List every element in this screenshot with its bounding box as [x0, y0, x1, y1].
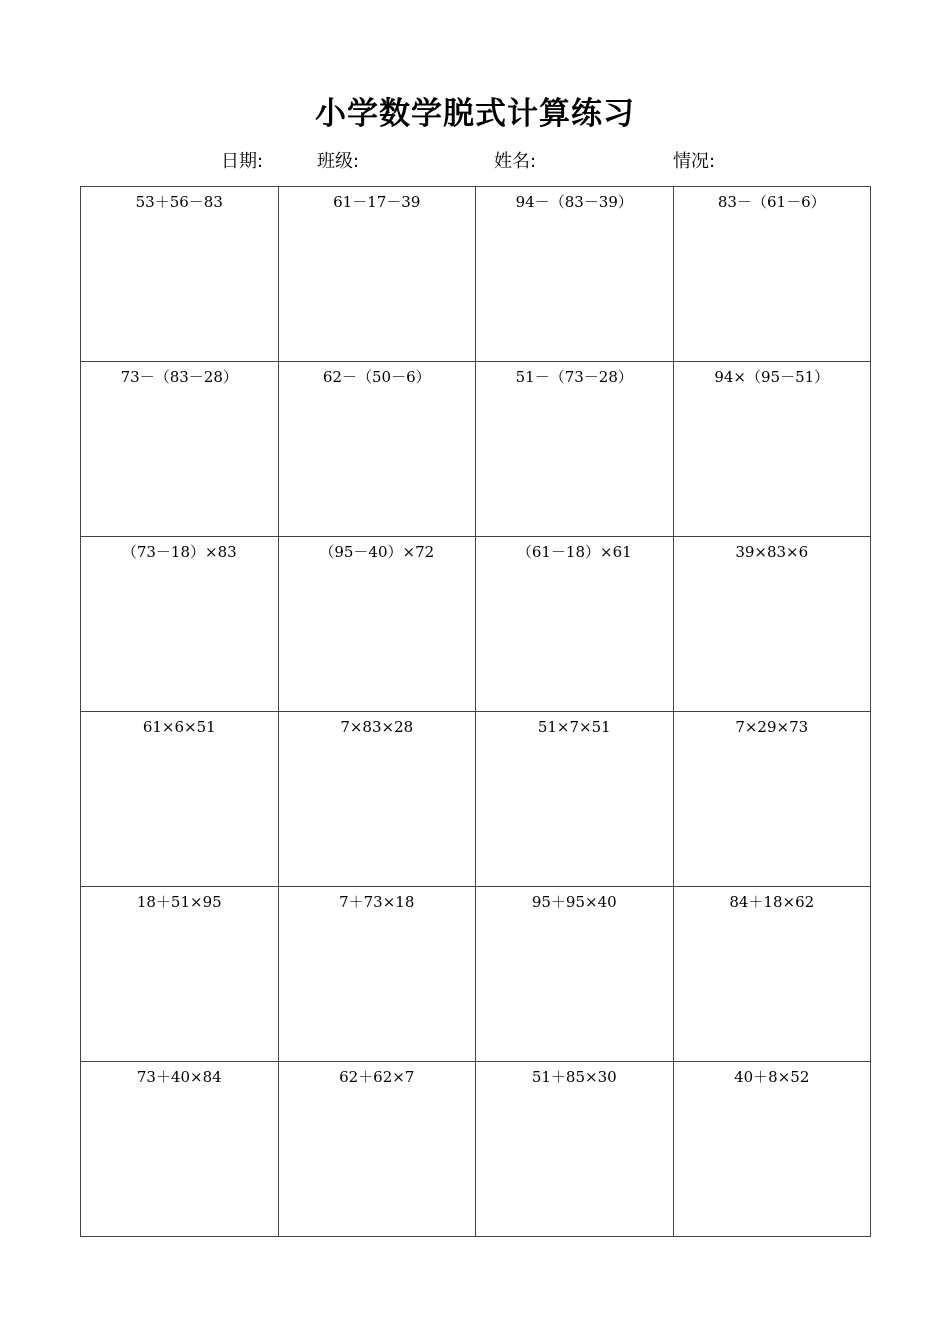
problem-cell: 40＋8×52	[673, 1062, 871, 1237]
class-label: 班级:	[317, 151, 360, 172]
status-label: 情况:	[673, 151, 716, 172]
problem-cell: （95－40）×72	[278, 537, 476, 712]
problem-cell: 53＋56－83	[81, 187, 279, 362]
problem-cell: 7×83×28	[278, 712, 476, 887]
problem-cell: 18＋51×95	[81, 887, 279, 1062]
page-title: 小学数学脱式计算练习	[315, 96, 635, 132]
problem-cell: 61－17－39	[278, 187, 476, 362]
problem-cell: 61×6×51	[81, 712, 279, 887]
problem-cell: 84＋18×62	[673, 887, 871, 1062]
problem-cell: （73－18）×83	[81, 537, 279, 712]
problem-cell: 7＋73×18	[278, 887, 476, 1062]
problem-row	[81, 537, 871, 712]
problem-row	[81, 712, 871, 887]
problem-cell: 73－（83－28）	[81, 362, 279, 537]
problem-grid	[80, 186, 871, 1237]
problem-cell: 62－（50－6）	[278, 362, 476, 537]
problem-cell: 73＋40×84	[81, 1062, 279, 1237]
problem-cell: 51×7×51	[476, 712, 674, 887]
problem-row	[81, 1062, 871, 1237]
name-label: 姓名:	[494, 151, 537, 172]
problem-row	[81, 362, 871, 537]
problem-row	[81, 887, 871, 1062]
problem-cell: 51＋85×30	[476, 1062, 674, 1237]
problem-cell: （61－18）×61	[476, 537, 674, 712]
date-label: 日期:	[221, 151, 264, 172]
problem-cell: 94×（95－51）	[673, 362, 871, 537]
problem-cell: 39×83×6	[673, 537, 871, 712]
problem-cell: 94－（83－39）	[476, 187, 674, 362]
problem-cell: 95＋95×40	[476, 887, 674, 1062]
problem-cell: 83－（61－6）	[673, 187, 871, 362]
problem-cell: 62＋62×7	[278, 1062, 476, 1237]
problem-row	[81, 187, 871, 362]
problem-cell: 51－（73－28）	[476, 362, 674, 537]
problem-cell: 7×29×73	[673, 712, 871, 887]
